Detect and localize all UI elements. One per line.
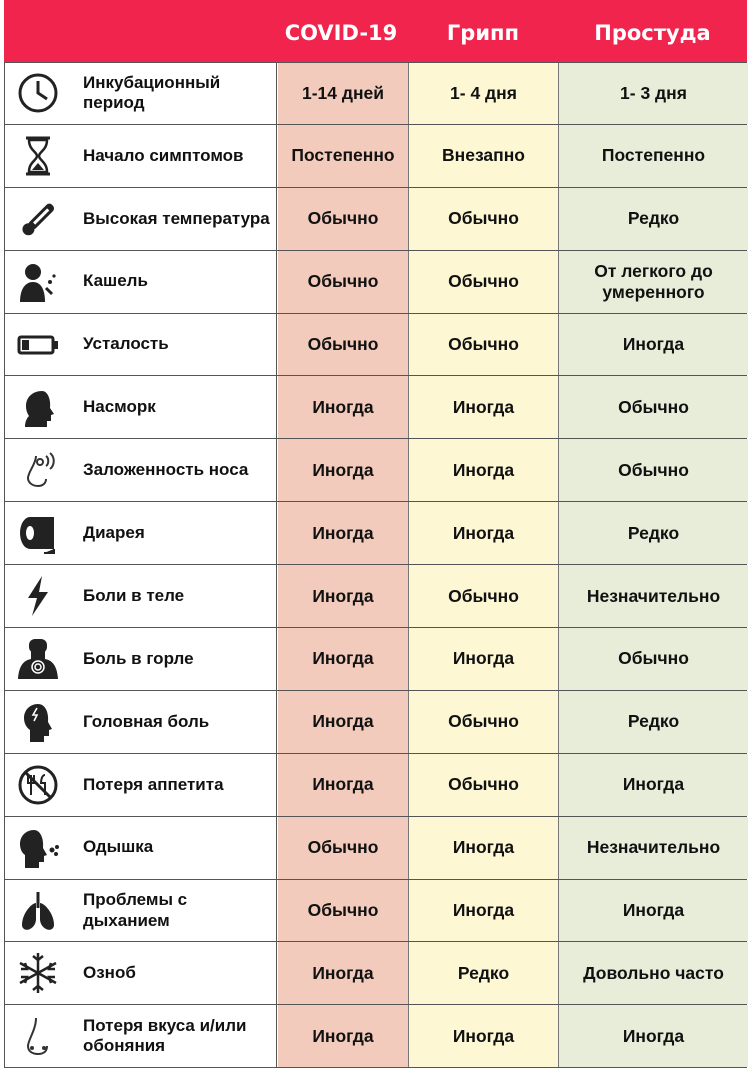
lungs-icon [5,880,71,942]
header-cold: Простуда [594,21,711,45]
cold-cell: 1- 3 дня [559,63,748,124]
covid-cell: Постепенно [278,125,409,187]
flu-cell: Редко [409,942,559,1004]
cold-cell: От легкого до умеренного [559,251,748,313]
cold-cell: Иногда [559,314,748,376]
cold-cell: Редко [559,691,748,753]
header-covid: COVID-19 [284,21,398,45]
flu-cell: Обычно [409,314,559,376]
cold-cell: Незначительно [559,817,748,879]
symptom-name: Высокая температура [71,188,277,250]
symptom-name: Озноб [71,942,277,1004]
symptom-name: Одышка [71,817,277,879]
cough-icon [5,251,71,313]
table-row [5,188,747,251]
covid-cell: Иногда [278,754,409,816]
symptom-name: Проблемы с дыханием [71,880,277,942]
lightning-icon [5,565,71,627]
runny-nose-icon [5,376,71,438]
cold-cell: Обычно [559,376,748,438]
covid-cell: Обычно [278,880,409,942]
cold-cell: Постепенно [559,125,748,187]
flu-cell: Обычно [409,565,559,627]
flu-cell: Обычно [409,188,559,250]
cold-cell: Незначительно [559,565,748,627]
table-row [5,754,747,817]
table-row [5,376,747,439]
cold-cell: Редко [559,502,748,564]
symptom-name: Боль в горле [71,628,277,690]
covid-cell: Обычно [278,188,409,250]
flu-cell: Иногда [409,628,559,690]
no-food-icon [5,754,71,816]
flu-cell: Иногда [409,502,559,564]
table-row [5,691,747,754]
covid-cell: Иногда [278,691,409,753]
thermometer-icon [5,188,71,250]
cold-cell: Обычно [559,439,748,501]
flu-cell: Обычно [409,691,559,753]
comparison-table [4,0,747,1068]
covid-cell: Обычно [278,314,409,376]
toilet-paper-icon [5,502,71,564]
cold-cell: Иногда [559,754,748,816]
covid-cell: Иногда [278,942,409,1004]
cold-cell: Иногда [559,1005,748,1067]
nose-icon [5,1005,71,1067]
covid-cell: Обычно [278,251,409,313]
table-row [5,439,747,502]
table-row [5,817,747,880]
table-row [5,251,747,314]
symptom-name: Потеря аппетита [71,754,277,816]
flu-cell: Иногда [409,439,559,501]
symptom-name: Кашель [71,251,277,313]
symptom-name: Диарея [71,502,277,564]
symptom-name: Боли в теле [71,565,277,627]
header-flu: Грипп [446,21,520,45]
nose-congestion-icon [5,439,71,501]
flu-cell: Иногда [409,376,559,438]
symptom-name: Потеря вкуса и/или обоняния [71,1005,277,1067]
symptom-name: Насморк [71,376,277,438]
symptom-name: Заложенность носа [71,439,277,501]
symptom-name: Усталость [71,314,277,376]
hourglass-icon [5,125,71,187]
flu-cell: Иногда [409,880,559,942]
covid-cell: Иногда [278,628,409,690]
sore-throat-icon [5,628,71,690]
table-row [5,314,747,377]
table-row [5,502,747,565]
clock-icon [5,63,71,124]
flu-cell: Обычно [409,251,559,313]
headache-icon [5,691,71,753]
snowflake-icon [5,942,71,1004]
table-row [5,125,747,188]
covid-cell: Иногда [278,376,409,438]
breath-icon [5,817,71,879]
flu-cell: Иногда [409,817,559,879]
table-header [4,0,747,62]
symptom-name: Головная боль [71,691,277,753]
table-row [5,942,747,1005]
covid-cell: Иногда [278,1005,409,1067]
flu-cell: Внезапно [409,125,559,187]
table-row [5,565,747,628]
covid-cell: Иногда [278,439,409,501]
cold-cell: Довольно часто [559,942,748,1004]
cold-cell: Редко [559,188,748,250]
table-body [4,62,747,1068]
covid-cell: Иногда [278,565,409,627]
flu-cell: Обычно [409,754,559,816]
cold-cell: Обычно [559,628,748,690]
table-row [5,62,747,125]
covid-cell: 1-14 дней [278,63,409,124]
flu-cell: Иногда [409,1005,559,1067]
battery-low-icon [5,314,71,376]
symptom-name: Начало симптомов [71,125,277,187]
table-row [5,880,747,943]
symptom-name: Инкубационный период [71,63,277,124]
flu-cell: 1- 4 дня [409,63,559,124]
table-row [5,1005,747,1068]
table-row [5,628,747,691]
covid-cell: Иногда [278,502,409,564]
covid-cell: Обычно [278,817,409,879]
cold-cell: Иногда [559,880,748,942]
